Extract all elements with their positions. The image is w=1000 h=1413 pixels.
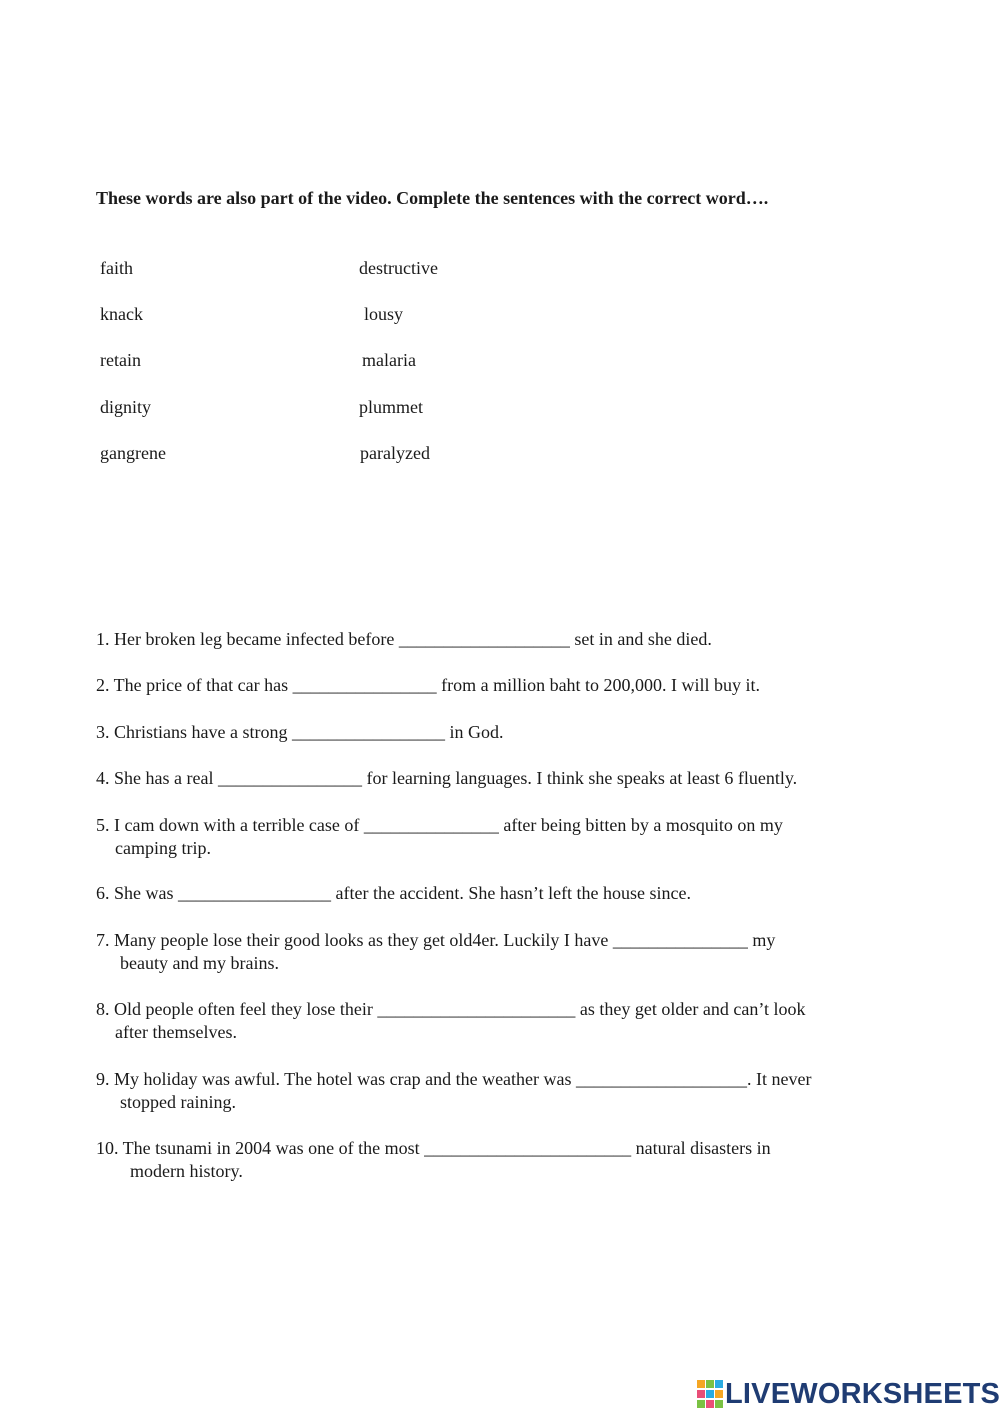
sentence-continuation: beauty and my brains.	[120, 953, 279, 973]
sentence-4	[96, 767, 797, 790]
sentence-text: 7. Many people lose their good looks as they get old4er. Luckily I have _______________ my	[96, 930, 776, 950]
sentence-text: 3. Christians have a strong _________________ in God.	[96, 722, 504, 742]
sentence-text: 6. She was _________________ after the accident. She hasn’t left the house since.	[96, 883, 692, 903]
sentence-continuation: stopped raining.	[120, 1092, 236, 1112]
word-bank-item: retain	[100, 350, 141, 370]
sentence-text: 9. My holiday was awful. The hotel was crap and the weather was ___________________. It never	[96, 1069, 812, 1089]
sentence-8	[96, 998, 806, 1044]
sentence-5	[96, 814, 783, 860]
word-bank-item: dignity	[100, 397, 152, 417]
word-bank-item: destructive	[359, 258, 438, 278]
word-bank-item: paralyzed	[360, 443, 430, 463]
sentence-continuation: after themselves.	[115, 1022, 237, 1042]
sentence-3	[96, 721, 503, 744]
word-bank-item: lousy	[364, 304, 404, 324]
sentence-text: 2. The price of that car has ________________ from a million baht to 200,000. I will buy it.	[96, 675, 761, 695]
word-bank-item: faith	[100, 258, 133, 278]
liveworksheets-logo	[697, 1379, 1000, 1409]
sentence-10	[96, 1137, 771, 1183]
sentence-text: 4. She has a real ________________ for learning languages. I think she speaks at least 6 fluently.	[96, 768, 798, 788]
liveworksheets-logo-text: LIVEWORKSHEETS	[725, 1378, 1000, 1410]
instruction-heading: These words are also part of the video. Complete the sentences with the correct word….	[96, 188, 769, 208]
sentence-continuation: modern history.	[130, 1161, 243, 1181]
sentence-2	[96, 674, 760, 697]
sentence-7	[96, 929, 775, 975]
sentence-text: 5. I cam down with a terrible case of _______________ after being bitten by a mosquito on my	[96, 815, 783, 835]
sentence-text: 8. Old people often feel they lose their ______________________ as they get older and can’t look	[96, 999, 806, 1019]
sentence-6	[96, 882, 691, 905]
sentence-9	[96, 1068, 812, 1114]
sentence-1	[96, 628, 712, 651]
word-bank-item: knack	[100, 304, 143, 324]
sentence-text: 1. Her broken leg became infected before ___________________ set in and she died.	[96, 629, 712, 649]
word-bank-item: gangrene	[100, 443, 166, 463]
liveworksheets-logo-icon	[697, 1380, 723, 1408]
sentence-continuation: camping trip.	[115, 838, 211, 858]
sentence-text: 10. The tsunami in 2004 was one of the most _______________________ natural disasters in	[96, 1138, 771, 1158]
word-bank-item: malaria	[362, 350, 416, 370]
word-bank-item: plummet	[359, 397, 423, 417]
